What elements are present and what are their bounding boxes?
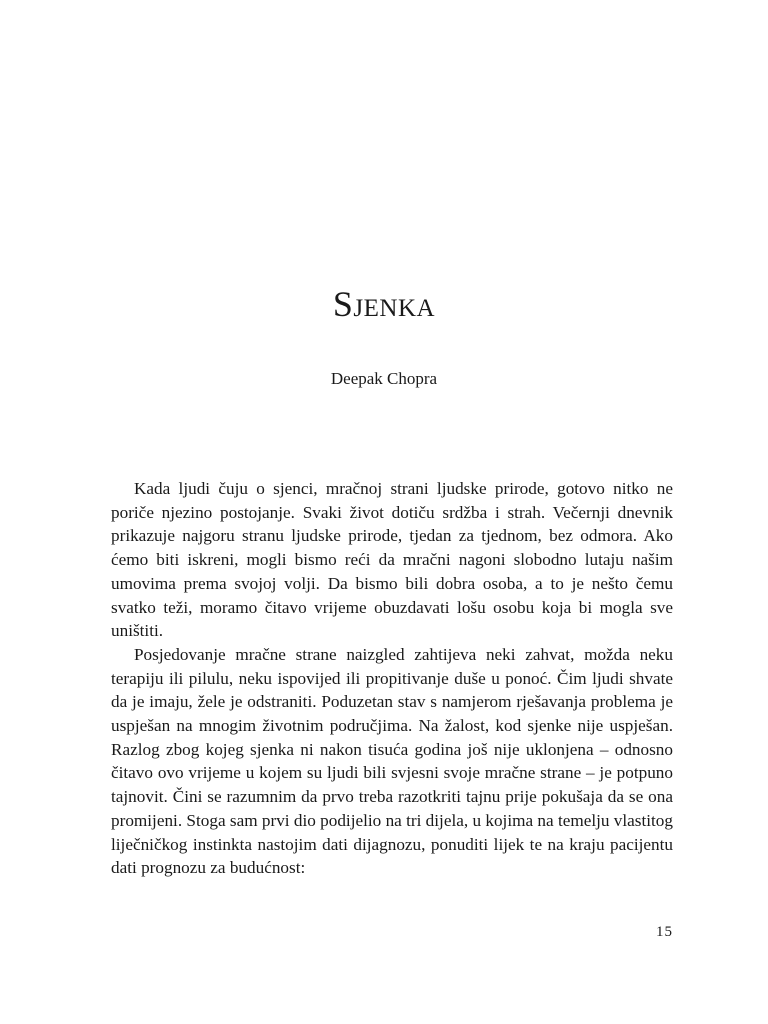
page-number: 15	[656, 924, 673, 940]
paragraph-2: Posjedovanje mračne strane naizgled zahtijeva neki zahvat, možda neku terapiju ili pilulu, neku ispovijed ili propitivanje duše u ponoć. Čim ljudi shvate da je imaju, žele je odstraniti. Poduzetan stav s namjerom rješavanja problema je uspješan na mnogim životnim područjima. Na žalost, kod sjenke nije uspješan. Razlog zbog kojeg sjenka ni nakon tisuća godina još nije uklonjena – odnosno čitavo ovo vrijeme u kojem su ljudi bili svjesni svoje mračne strane – je potpuno tajnovit. Čini se razumnim da prvo treba razotkriti tajnu prije pokušaja da se ona promijeni. Stoga sam prvi dio podijelio na tri dijela, u kojima na temelju vlastitog liječničkog instinkta nastojim dati dijagnozu, ponuditi lijek te na kraju pacijentu dati prognozu za budućnost:	[111, 644, 673, 878]
chapter-body	[111, 477, 673, 880]
paragraph-1: Kada ljudi čuju o sjenci, mračnoj strani ljudske prirode, gotovo nitko ne poriče njezino postojanje. Svaki život dotiču srdžba i strah. Večernji dnevnik prikazuje najgoru stranu ljudske prirode, tjedan za tjednom, bez odmora. Ako ćemo biti iskreni, mogli bismo reći da mračni nagoni slobodno lutaju našim umovima prema svojoj volji. Da bismo bili dobra osoba, a to je nešto čemu svatko teži, moramo čitavo vrijeme obuzdavati lošu osobu koja bi mogla sve uništiti.	[111, 479, 673, 641]
chapter-author: Deepak Chopra	[330, 369, 438, 388]
chapter-title: Sjenka	[332, 284, 436, 324]
